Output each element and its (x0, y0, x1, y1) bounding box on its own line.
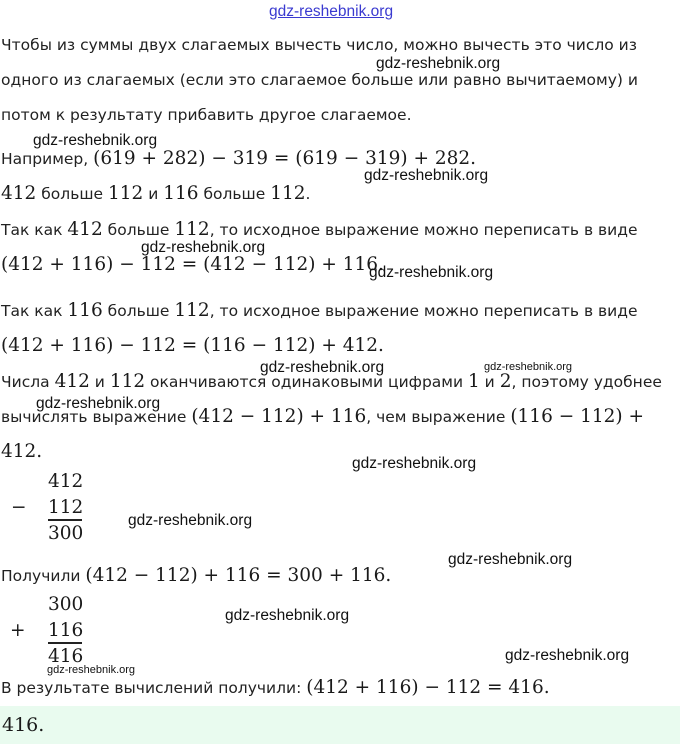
compare-num-b: 112 (107, 183, 144, 204)
compare-num-c: 116 (163, 183, 199, 204)
choice-text-3: оканчиваются одинаковыми цифрами (145, 373, 468, 391)
answer-box (0, 706, 680, 744)
option2-num-a: 116 (67, 300, 103, 321)
option2-text-1: Так как (1, 302, 68, 320)
choice-text-2: и (89, 373, 110, 391)
compare-text-1: больше (36, 185, 108, 203)
subtraction-minuend: 412 (48, 471, 84, 492)
watermark-small: gdz-reshebnik.org (47, 664, 136, 676)
rule-line-2: одного из слагаемых (если это слагаемое больше или равно вычитаемому) и (1, 71, 638, 89)
option2-num-b: 112 (174, 300, 210, 321)
option2-text-2: больше (102, 302, 175, 320)
addition-rule (48, 642, 82, 644)
watermark: gdz-reshebnik.org (505, 647, 630, 664)
example-expression: (619 + 282) − 319 = (619 − 319) + 282. (93, 148, 477, 169)
example-prefix: Например, (1, 150, 94, 168)
subtraction-result: 300 (48, 523, 84, 544)
watermark: gdz-reshebnik.org (369, 264, 494, 281)
compare-text-2: и (143, 185, 164, 203)
choice-expression-1: (412 − 112) + 116 (191, 406, 367, 427)
watermark: gdz-reshebnik.org (33, 132, 158, 149)
compare-text-3: больше (198, 185, 271, 203)
rule-line-1: Чтобы из суммы двух слагаемых вычесть число, можно вычесть это число из (1, 36, 637, 54)
option2-expression: (412 + 116) − 112 = (116 − 112) + 412. (1, 335, 384, 356)
watermark: gdz-reshebnik.org (376, 55, 501, 72)
choice-digit-1: 1 (467, 371, 480, 392)
subtraction-rule (48, 519, 82, 521)
compare-num-d: 112 (270, 183, 306, 204)
choice-text-6: вычислять выражение (1, 408, 192, 426)
addition-bottom: 116 (48, 620, 84, 641)
subtraction-subtrahend: 112 (48, 497, 84, 518)
final-expression: (412 + 116) − 112 = 416. (306, 677, 550, 698)
watermark: gdz-reshebnik.org (128, 512, 253, 529)
final-prefix: В результате вычислений получили: (1, 679, 307, 697)
watermark: gdz-reshebnik.org (260, 359, 385, 376)
compare-line (1, 183, 310, 205)
compare-num-a: 412 (1, 183, 37, 204)
answer-value: 416. (2, 714, 45, 736)
intermediate-line (1, 565, 391, 587)
intermediate-expression: (412 − 112) + 116 = 300 + 116. (85, 565, 392, 586)
choice-text-1: Числа (1, 373, 55, 391)
watermark: gdz-reshebnik.org (448, 551, 573, 568)
watermark-small: gdz-reshebnik.org (484, 361, 573, 373)
choice-text-4: и (479, 373, 500, 391)
rule-line-3: потом к результату прибавить другое слагаемое. (1, 106, 412, 124)
addition-top: 300 (48, 594, 84, 615)
choice-expression-2: (116 − 112) + (510, 406, 645, 427)
option2-text-line (1, 300, 638, 322)
choice-num-a: 412 (54, 371, 90, 392)
watermark: gdz-reshebnik.org (352, 455, 477, 472)
final-line (1, 677, 550, 699)
addition-result: 416 (48, 646, 84, 667)
choice-expression-3: 412. (1, 441, 43, 462)
choice-num-b: 112 (109, 371, 146, 392)
compare-text-4: . (305, 185, 311, 203)
choice-text-7: , чем выражение (366, 408, 511, 426)
watermark: gdz-reshebnik.org (364, 167, 489, 184)
option2-text-3: , то исходное выражение можно переписать в виде (209, 302, 638, 320)
option1-text-1: Так как (1, 221, 68, 239)
watermark: gdz-reshebnik.org (141, 239, 266, 256)
subtraction-operator: − (11, 497, 27, 518)
choice-text-5: , поэтому удобнее (511, 373, 662, 391)
choice-line-3 (1, 441, 42, 463)
watermark: gdz-reshebnik.org (225, 607, 350, 624)
option1-text-line (1, 219, 638, 241)
option1-expression-line (1, 254, 384, 276)
option1-num-b: 112 (174, 219, 210, 240)
addition-operator: + (10, 620, 26, 641)
watermark-top[interactable]: gdz-reshebnik.org (269, 3, 394, 20)
option1-text-2: больше (102, 221, 175, 239)
choice-digit-2: 2 (499, 371, 512, 392)
watermark: gdz-reshebnik.org (36, 395, 161, 412)
intermediate-prefix: Получили (1, 567, 86, 585)
option1-num-a: 412 (67, 219, 103, 240)
option2-expression-line (1, 335, 384, 357)
option1-expression: (412 + 116) − 112 = (412 − 112) + 116. (1, 254, 384, 275)
option1-text-3: , то исходное выражение можно переписать в виде (209, 221, 638, 239)
